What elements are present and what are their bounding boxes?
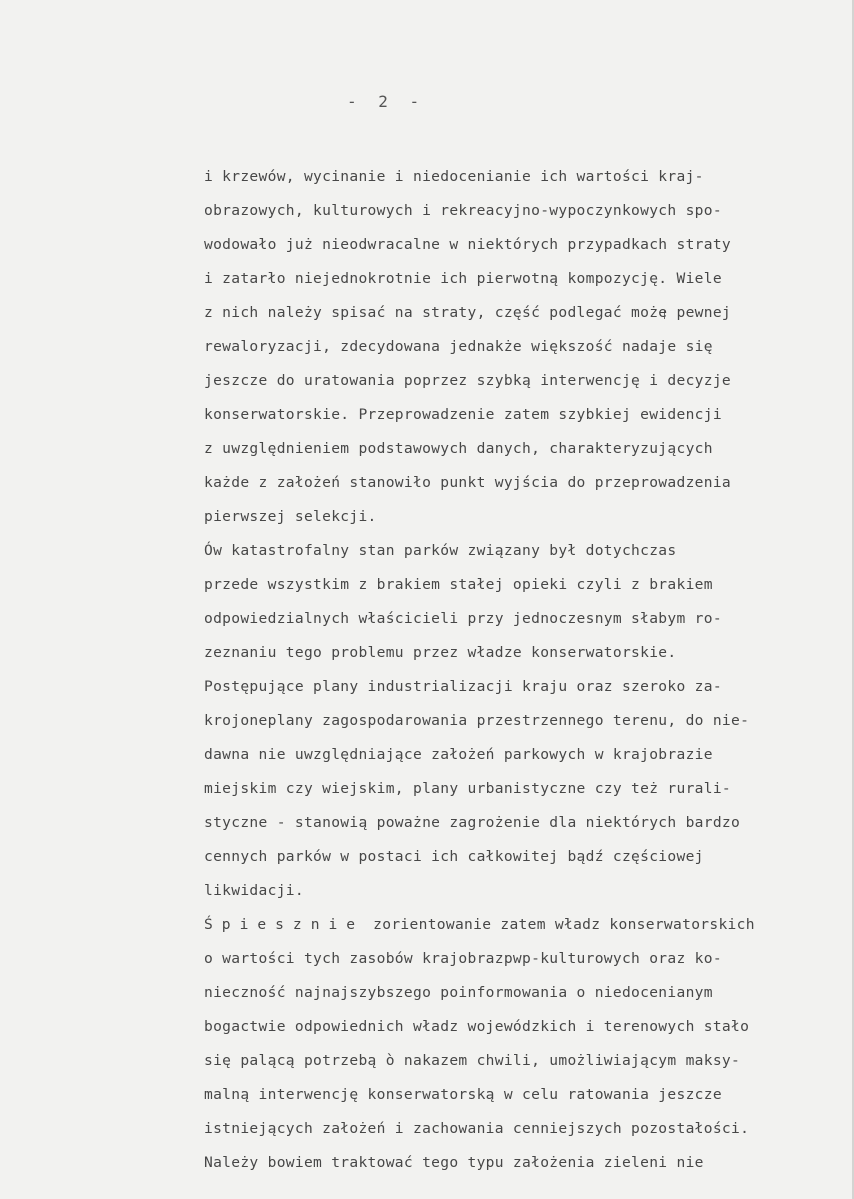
text-line: Należy bowiem traktować tego typu założenia zieleni nie xyxy=(204,1154,704,1171)
text-line: malną interwencję konserwatorską w celu ratowania jeszcze xyxy=(204,1086,722,1103)
text-line: odpowiedzialnych właścicieli przy jednoczesnym słabym ro- xyxy=(204,610,722,627)
text-line: pierwszej selekcji. xyxy=(204,508,377,525)
text-line: i krzewów, wycinanie i niedocenianie ich wartości kraj- xyxy=(204,168,704,185)
text-line: zeznaniu tego problemu przez władze konserwatorskie. xyxy=(204,644,677,661)
text-line: styczne - stanowią poważne zagrożenie dla niektórych bardzo xyxy=(204,814,741,831)
text-line: wodowało już nieodwracalne w niektórych przypadkach straty xyxy=(204,236,731,253)
text-line xyxy=(204,908,824,942)
text-line: nieczność najnajszybszego poinformowania o niedocenianym xyxy=(204,984,713,1001)
text-line: o wartości tych zasobów krajobrazpwp-kulturowych oraz ko- xyxy=(204,950,722,967)
text-line: krojoneplany zagospodarowania przestrzennego terenu, do nie- xyxy=(204,712,750,729)
body-text xyxy=(204,160,824,1180)
text-line: każde z założeń stanowiło punkt wyjścia do przeprowadzenia xyxy=(204,474,731,491)
text-line: z uwzględnieniem podstawowych danych, charakteryzujących xyxy=(204,440,713,457)
spaced-word: Śpiesznie xyxy=(204,916,365,933)
text-line: i zatarło niejednokrotnie ich pierwotną kompozycję. Wiele xyxy=(204,270,722,287)
text-line: likwidacji. xyxy=(204,882,304,899)
page-number: - 2 - xyxy=(347,92,426,111)
text-line: dawna nie uwzględniające założeń parkowych w krajobrazie xyxy=(204,746,713,763)
text-line: rewaloryzacji, zdecydowana jednakże większość nadaje się xyxy=(204,338,713,355)
text-line-rest: zorientowanie zatem władz konserwatorskich xyxy=(373,916,755,933)
text-line: istniejących założeń i zachowania cenniejszych pozostałości. xyxy=(204,1120,750,1137)
text-line: obrazowych, kulturowych i rekreacyjno-wypoczynkowych spo- xyxy=(204,202,722,219)
text-line: Ów katastrofalny stan parków związany był dotychczas xyxy=(204,542,677,559)
text-line: konserwatorskie. Przeprowadzenie zatem szybkiej ewidencji xyxy=(204,406,722,423)
text-line: z nich należy spisać na straty, część podlegać może pewnej xyxy=(204,304,731,321)
text-line: miejskim czy wiejskim, plany urbanistyczne czy też rurali- xyxy=(204,780,731,797)
text-line: Postępujące plany industrializacji kraju oraz szeroko za- xyxy=(204,678,722,695)
text-line: bogactwie odpowiednich władz wojewódzkich i terenowych stało xyxy=(204,1018,750,1035)
text-line: cennych parków w postaci ich całkowitej bądź częściowej xyxy=(204,848,704,865)
text-line: jeszcze do uratowania poprzez szybką interwencję i decyzje xyxy=(204,372,731,389)
text-line: przede wszystkim z brakiem stałej opieki czyli z brakiem xyxy=(204,576,713,593)
text-line: się palącą potrzebą ò nakazem chwili, umożliwiającym maksy- xyxy=(204,1052,741,1069)
